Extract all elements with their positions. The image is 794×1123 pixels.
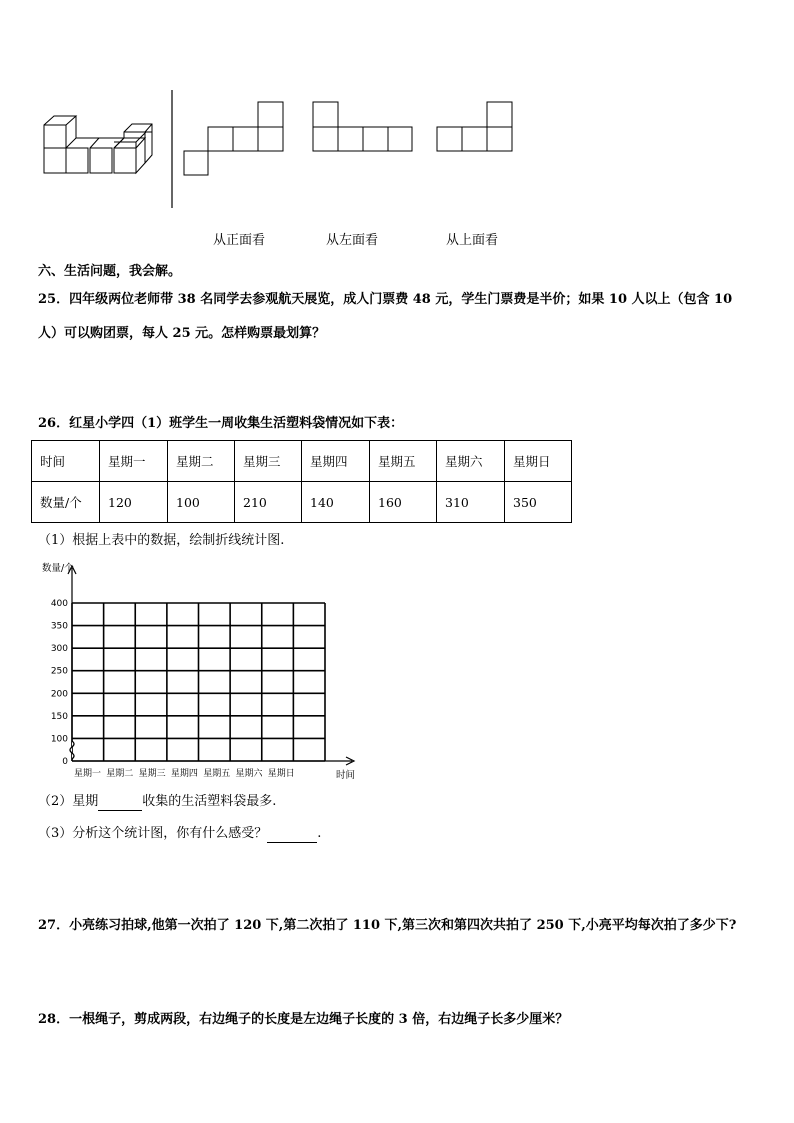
- table-cell: 160: [370, 482, 437, 523]
- table-cell: 星期六: [437, 441, 505, 482]
- y-tick-label: 300: [50, 644, 68, 655]
- axis-break-mark: [70, 741, 74, 759]
- front-view-label: 从正面看: [213, 233, 266, 248]
- q25-line1: 25．四年级两位老师带 38 名同学去参观航天展览，成人门票费 48 元，学生门票费是半价；如果 10 人以上（包含 10: [38, 292, 733, 307]
- y-tick-label: 200: [50, 689, 68, 700]
- table-cell: 星期二: [168, 441, 235, 482]
- x-tick-label: 星期日: [267, 769, 295, 779]
- line-chart-grid: [30, 556, 370, 786]
- q25-line2: 人）可以购团票，每人 25 元。怎样购票最划算？: [38, 326, 326, 341]
- top-view-grid: [437, 102, 512, 151]
- table-cell: 数量/个: [32, 482, 100, 523]
- y-tick-label: 250: [50, 666, 68, 677]
- y-tick-label: 150: [50, 711, 68, 722]
- y-tick-label: 350: [50, 621, 68, 632]
- answer-blank[interactable]: [98, 794, 142, 811]
- y-tick-label: 400: [50, 599, 68, 609]
- table-row-header: [32, 441, 572, 482]
- q26-part3-prefix: （3）分析这个统计图，你有什么感受？: [38, 826, 268, 841]
- x-tick-label: 星期二: [106, 769, 134, 779]
- q27-text: 27．小亮练习拍球,他第一次拍了 120 下,第二次拍了 110 下,第三次和第四次共拍了 250 下,小亮平均每次拍了多少下?: [38, 918, 737, 933]
- q26-part3-suffix: .: [317, 826, 322, 841]
- y-axis-label: 数量/个: [42, 563, 74, 574]
- table-cell: 时间: [32, 441, 100, 482]
- table-cell: 星期一: [100, 441, 168, 482]
- x-tick-label: 星期四: [170, 769, 198, 779]
- section-heading: 六、生活问题，我会解。: [38, 264, 182, 279]
- table-cell: 350: [505, 482, 572, 523]
- answer-blank[interactable]: [267, 826, 317, 843]
- table-cell: 星期四: [302, 441, 370, 482]
- x-tick-label: 星期一: [74, 769, 102, 779]
- table-cell: 310: [437, 482, 505, 523]
- q26-part2-prefix: （2）星期: [38, 794, 99, 809]
- table-row-values: [32, 482, 572, 523]
- q28-text: 28．一根绳子，剪成两段，右边绳子的长度是左边绳子长度的 3 倍，右边绳子长多少厘米？: [38, 1012, 569, 1027]
- table-cell: 星期三: [235, 441, 302, 482]
- data-table: [31, 440, 572, 523]
- x-tick-label: 星期三: [138, 769, 166, 779]
- x-tick-label: 星期六: [235, 769, 263, 779]
- top-view-label: 从上面看: [446, 233, 499, 248]
- q26-part2: [38, 794, 276, 811]
- y-tick-label: 100: [50, 734, 68, 745]
- q26-part1: （1）根据上表中的数据，绘制折线统计图.: [38, 533, 285, 548]
- table-cell: 120: [100, 482, 168, 523]
- q26-part2-suffix: 收集的生活塑料袋最多.: [142, 794, 277, 809]
- table-cell: 星期五: [370, 441, 437, 482]
- q26-part3: [38, 826, 321, 843]
- table-cell: 100: [168, 482, 235, 523]
- x-axis-label: 时间: [336, 770, 356, 781]
- table-cell: 140: [302, 482, 370, 523]
- left-view-label: 从左面看: [326, 233, 379, 248]
- front-view-grid: [184, 102, 283, 175]
- q26-intro: 26．红星小学四（1）班学生一周收集生活塑料袋情况如下表：: [38, 416, 404, 431]
- left-view-grid: [313, 102, 412, 151]
- x-tick-label: 星期五: [203, 769, 231, 779]
- table-cell: 星期日: [505, 441, 572, 482]
- cube-views-figure: [0, 80, 560, 220]
- isometric-cube-stack: [44, 116, 152, 173]
- table-cell: 210: [235, 482, 302, 523]
- y-tick-label: 0: [62, 757, 68, 767]
